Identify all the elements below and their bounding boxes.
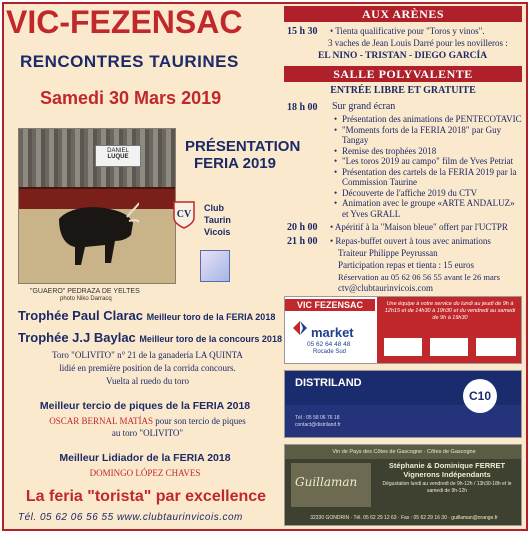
time-15h30: 15 h 30: [287, 26, 318, 37]
ad-distri-email: contact@distriland.fr: [295, 422, 341, 428]
event-date: Samedi 30 Mars 2019: [40, 88, 222, 108]
arenes-line1: • Tienta qualificative pour "Toros y vinos".: [330, 26, 485, 36]
arenes-line2: 3 vaches de Jean Louis Darré pour les novilleros :: [328, 38, 508, 48]
ad-carrefour-address: Rocade Sud: [313, 349, 347, 355]
lidiador-name: DOMINGO LÓPEZ CHAVES: [89, 468, 201, 478]
repas-line5: ctv@clubtaurinvicois.com: [338, 283, 434, 293]
slogan: La feria "torista" par excellence: [25, 488, 267, 505]
ad-wine-footer: 32330 GONDRIN · Tél. 05 62 29 12 63 · Fax : 05 62 29 16 30 · guillaman@orange.fr: [310, 515, 498, 521]
ad-wine: [284, 444, 522, 526]
ad-wine-owners: Stéphanie & Dominique FERRET: [388, 461, 506, 470]
tercio-award: [20, 416, 275, 426]
program-item: • Remise des trophées 2018: [334, 146, 522, 157]
time-20h: 20 h 00: [287, 222, 318, 233]
program-item: • "Les toros 2019 au campo" film de Yves Petriat: [334, 156, 522, 167]
ad-distri-contact: [295, 415, 341, 429]
carrefour-logo-icon: [291, 319, 309, 337]
arenes-names: EL NINO - TRISTAN - DIEGO GARCÍA: [318, 51, 488, 61]
ad-carrefour-tile: [429, 337, 469, 357]
presentation-heading: [185, 138, 301, 172]
program-item: • "Moments forts de la FERIA 2018" par Guy Tangay: [334, 125, 522, 146]
lidiador-title: Meilleur Lidiador de la FERIA 2018: [59, 452, 231, 464]
tercio-desc1: pour son tercio de piques: [155, 416, 246, 426]
trophy-baylac-desc: Meilleur toro de la concours 2018: [139, 334, 282, 344]
tercio-name: OSCAR BERNAL MATÍAS: [49, 416, 153, 426]
club-line3: Vicois: [204, 227, 231, 237]
club-name: [204, 202, 231, 238]
svg-text:CV: CV: [176, 209, 192, 220]
trophy-clarac-name: Trophée Paul Clarac: [18, 308, 143, 323]
contact-line: Tél. 05 62 06 56 55 www.clubtaurinvicois.com: [18, 512, 243, 523]
ad-carrefour-tile: [475, 337, 517, 357]
toro-line1: Toro "OLIVITO" n° 21 de la ganadería LA QUINTA: [52, 350, 243, 360]
photo-credit: photo Niko Darracq: [60, 296, 112, 302]
ad-distriland: [284, 370, 522, 438]
ad-wine-degust: Dégustation lundi au vendredi de 9h-12h / 13h30-18h et le samedi de 9h-12h: [382, 481, 512, 494]
ad-carrefour-tile: [383, 337, 423, 357]
bull-photo: [18, 128, 176, 284]
time-21h: 21 h 00: [287, 236, 318, 247]
band-salle: SALLE POLYVALENTE: [284, 66, 522, 82]
ad-distri-phone: Tél : 05 58 06 76 18: [295, 415, 340, 421]
band-arenes: AUX ARÈNES: [284, 6, 522, 22]
ad-carrefour-brand: market: [311, 325, 354, 340]
repas-line1: • Repas-buffet ouvert à tous avec animations: [330, 236, 491, 246]
ad-wine-header: Vin de Pays des Côtes de Gascogne · Côtes de Gascogne: [285, 445, 522, 459]
ad-wine-tag: Vignerons Indépendants: [403, 470, 491, 479]
program-item: • Présentation des animations de PENTECOTAVIC: [334, 114, 522, 125]
ad-carrefour-phone: 05 62 64 48 48: [307, 341, 351, 348]
ad-wine-names: [377, 461, 517, 479]
ad-distri-name: DISTRILAND: [295, 377, 362, 389]
photo-sign: [95, 145, 141, 167]
photo-sign-line1: DANIEL: [107, 148, 129, 154]
program-item: • Découverte de l'affiche 2019 du CTV: [334, 188, 522, 199]
club-logo-icon: [172, 200, 196, 230]
bull-icon: [49, 189, 139, 269]
aperitif-line: • Apéritif à la "Maison bleue" offert par l'UCTPR: [330, 222, 508, 232]
entree-libre: ENTRÉE LIBRE ET GRATUITE: [330, 85, 476, 96]
poster-subtitle: RENCONTRES TAURINES: [20, 52, 239, 71]
ad-carrefour-promo: Une équipe à votre service du lundi au jeudi de 9h à 12h15 et de 14h30 à 19h30 et du vendredi au samedi de 9h à 19h30: [384, 301, 516, 321]
program-list: [334, 114, 522, 219]
grand-ecran: Sur grand écran: [332, 101, 396, 112]
photo-caption: "GUAERO" PEDRAZA DE YELTES: [30, 288, 140, 295]
program-item: • Présentation des cartels de la FERIA 2019 par la Commission Taurine: [334, 167, 522, 188]
festival-logo: [200, 250, 230, 282]
trophy-clarac: [18, 308, 275, 323]
ad-carrefour-left: [285, 297, 375, 364]
repas-line4: Réservation au 05 62 06 56 55 avant le 26 mars: [338, 272, 500, 282]
presentation-line1: PRÉSENTATION: [185, 138, 301, 155]
repas-line2: Traiteur Philippe Peyrussan: [338, 248, 438, 258]
ad-wine-logo: Guillaman: [295, 475, 358, 489]
ad-carrefour-town: VIC FEZENSAC: [285, 299, 375, 311]
ad-carrefour-right: [377, 297, 522, 364]
program-item: • Animation avec le groupe «ARTE ANDALUZ» et Yves GRALL: [334, 198, 522, 219]
club-line2: Taurin: [204, 215, 231, 225]
tercio-title: Meilleur tercio de piques de la FERIA 2018: [39, 400, 251, 412]
ad-carrefour: [284, 296, 522, 364]
tercio-desc2: au toro "OLIVITO": [111, 428, 184, 438]
trophy-baylac: [18, 330, 282, 345]
club-line1: Club: [204, 203, 224, 213]
poster-title: VIC-FEZENSAC: [6, 4, 243, 40]
repas-line3: Participation repas et tienta : 15 euros: [338, 260, 474, 270]
c10-logo-icon: C10: [463, 379, 497, 413]
trophy-clarac-desc: Meilleur toro de la FERIA 2018: [146, 312, 276, 322]
toro-line2: lidié en première position de la corrida concours.: [59, 363, 236, 373]
trophy-baylac-name: Trophée J.J Baylac: [18, 330, 136, 345]
time-18h: 18 h 00: [287, 102, 318, 113]
photo-sign-line2: LUQUE: [107, 154, 129, 160]
toro-line3: Vuelta al ruedo du toro: [106, 376, 189, 386]
presentation-line2: FERIA 2019: [194, 155, 276, 172]
